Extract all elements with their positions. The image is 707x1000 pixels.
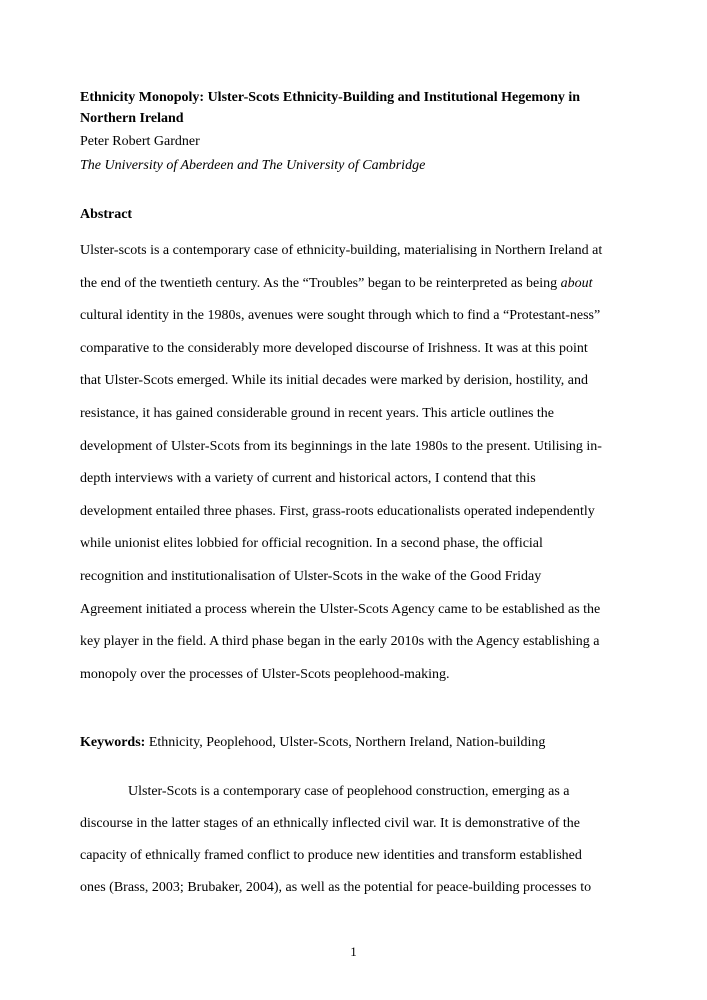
- abstract-text: comparative to the considerably more developed discourse of Irishness. It was at this point: [80, 340, 588, 356]
- abstract-line: [80, 568, 541, 586]
- abstract-line: [80, 275, 593, 293]
- abstract-text: monopoly over the processes of Ulster-Scots peoplehood-making.: [80, 666, 450, 682]
- abstract-text: that Ulster-Scots emerged. While its initial decades were marked by derision, hostility, and: [80, 373, 588, 389]
- abstract-text: Agreement initiated a process wherein the Ulster-Scots Agency came to be established as the: [80, 601, 601, 617]
- abstract-line: [80, 372, 588, 390]
- abstract-text: development of Ulster-Scots from its beginnings in the late 1980s to the present. Utilising in-: [80, 438, 602, 454]
- abstract-line: [80, 503, 595, 521]
- abstract-text: key player in the field. A third phase began in the early 2010s with the Agency establishing a: [80, 634, 600, 650]
- author: Peter Robert Gardner: [80, 134, 200, 149]
- abstract-text: while unionist elites lobbied for official recognition. In a second phase, the official: [80, 536, 543, 552]
- abstract-text: the end of the twentieth century. As the “Troubles” began to be reinterpreted as being: [80, 275, 561, 291]
- affiliation: The University of Aberdeen and The University of Cambridge: [80, 158, 426, 173]
- page-number: 1: [350, 944, 357, 959]
- abstract-line: [80, 242, 602, 260]
- keywords-list: Ethnicity, Peoplehood, Ulster-Scots, Northern Ireland, Nation-building: [145, 735, 546, 750]
- body-line: Ulster-Scots is a contemporary case of peoplehood construction, emerging as a: [128, 784, 570, 799]
- abstract-line: [80, 535, 543, 553]
- title-line-2: Northern Ireland: [80, 111, 184, 126]
- body-line: capacity of ethnically framed conflict to produce new identities and transform established: [80, 848, 582, 863]
- abstract-line: [80, 438, 602, 456]
- abstract-text: resistance, it has gained considerable ground in recent years. This article outlines the: [80, 406, 555, 421]
- abstract-heading: Abstract: [80, 207, 133, 222]
- body-line: ones (Brass, 2003; Brubaker, 2004), as well as the potential for peace-building processes to: [80, 880, 592, 895]
- keywords: [80, 734, 545, 752]
- abstract-line: [80, 340, 588, 358]
- abstract-line: [80, 405, 554, 423]
- abstract-line: [80, 666, 449, 684]
- abstract-text: cultural identity in the 1980s, avenues were sought through which to find a “Protestant-ness”: [80, 308, 601, 324]
- body-line: discourse in the latter stages of an ethnically inflected civil war. It is demonstrative of the: [80, 816, 580, 831]
- abstract-line: [80, 601, 600, 619]
- abstract-text: recognition and institutionalisation of Ulster-Scots in the wake of the Good Friday: [80, 569, 542, 584]
- abstract-emphasis: about: [560, 275, 593, 291]
- abstract-line: [80, 307, 600, 325]
- abstract-text: depth interviews with a variety of current and historical actors, I contend that this: [80, 471, 536, 487]
- abstract-line: [80, 633, 599, 651]
- title-line-1: Ethnicity Monopoly: Ulster-Scots Ethnicity-Building and Institutional Hegemony in: [80, 90, 581, 105]
- keywords-label: Keywords:: [80, 735, 146, 750]
- abstract-line: [80, 470, 536, 488]
- abstract-text: Ulster-scots is a contemporary case of ethnicity-building, materialising in Northern Ireland at: [80, 243, 603, 258]
- abstract-text: development entailed three phases. First, grass-roots educationalists operated independently: [80, 503, 595, 519]
